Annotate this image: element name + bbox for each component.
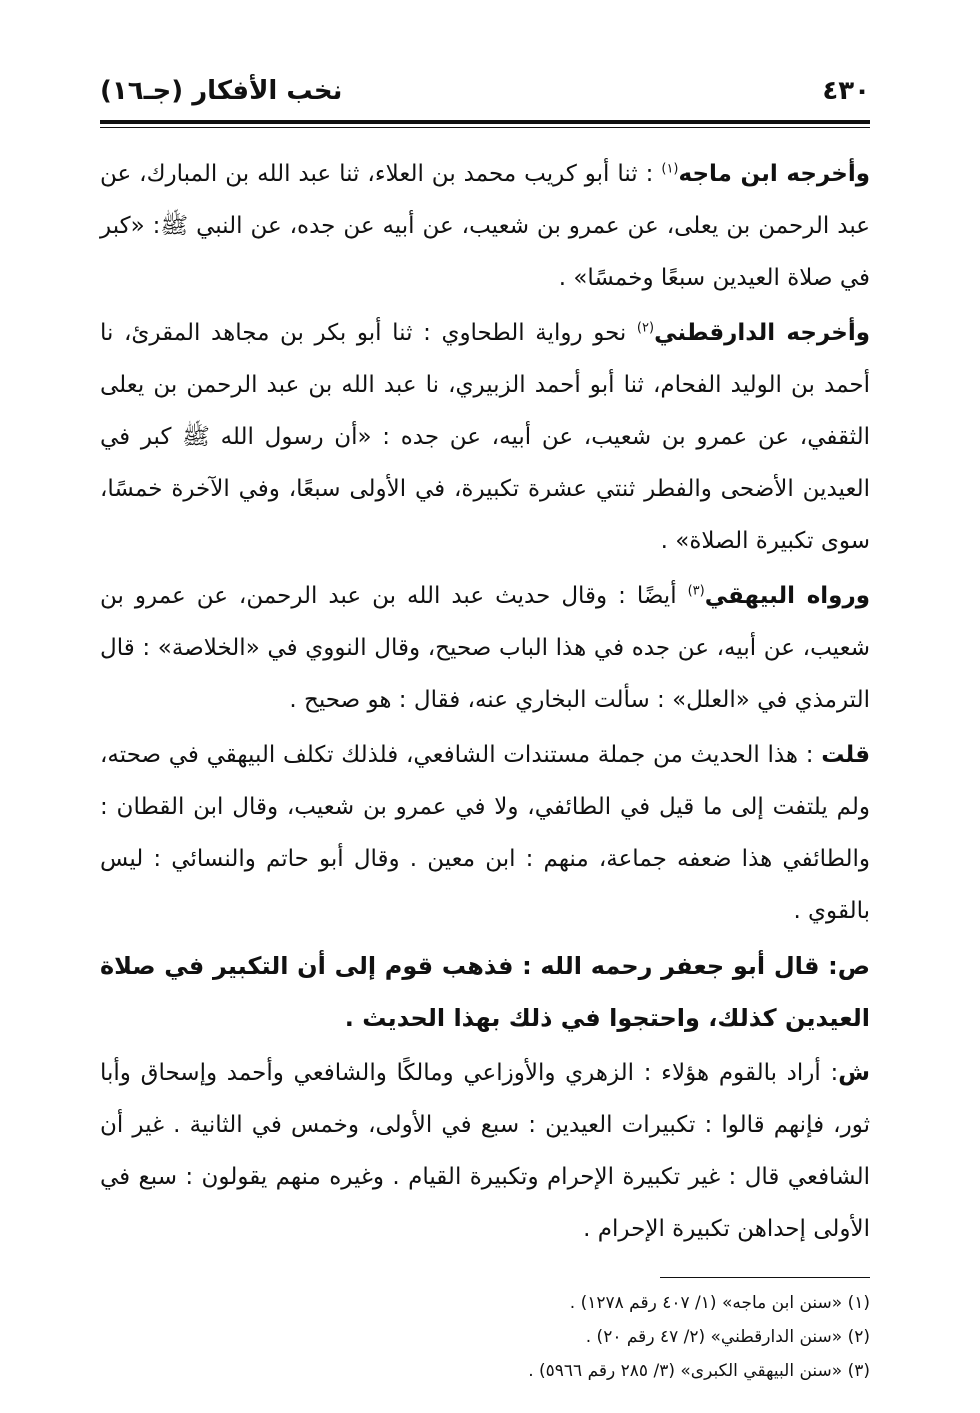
- paragraph-lead: ش: [838, 1060, 870, 1086]
- paragraph-daraqutni: [100, 307, 870, 567]
- footnote-ref: (١): [661, 161, 679, 177]
- footnote: (٣) «سنن البيهقي الكبرى» (٣/ ٢٨٥ رقم ٥٩٦٦) .: [528, 1361, 870, 1381]
- running-header: [100, 70, 870, 112]
- paragraph-text: : هذا الحديث من جملة مستندات الشافعي، فلذلك تكلف البيهقي في صحته، ولم يلتفت إلى ما قيل في الطائفي، ولا في عمرو بن شعيب، وقال ابن القطان : والطائفي هذا ضعفه جماعة، منهم : ابن معين . وقال أبو حاتم والنسائي : ليس بالقوي .: [100, 742, 870, 924]
- book-page: [100, 70, 870, 1388]
- footnote-ref: (٢): [636, 320, 655, 336]
- paragraph-ibn-majah: [100, 148, 870, 304]
- book-title: نخب الأفكار (جـ١٦): [100, 76, 343, 106]
- footnote-separator: [660, 1277, 870, 1278]
- footnotes: [100, 1286, 870, 1388]
- paragraph-text: : قال أبو جعفر رحمه الله : فذهب قوم إلى أن التكبير في صلاة العيدين كذلك، واحتجوا في ذلك بهذا الحديث .: [100, 952, 870, 1032]
- paragraph-lead: قلت: [821, 742, 870, 768]
- paragraph-bayhaqi: [100, 570, 870, 726]
- header-rule-thick: [100, 120, 870, 124]
- paragraph-lead: ورواه البيهقي: [704, 583, 870, 609]
- paragraph-text: أيضًا : وقال حديث عبد الله بن عبد الرحمن، عن عمرو بن شعيب، عن أبيه، عن جده في هذا الباب صحيح، وقال النووي في «الخلاصة» : قال الترمذي في «العلل» : سألت البخاري عنه، فقال : هو صحيح .: [100, 583, 870, 713]
- paragraph-qultu: [100, 729, 870, 937]
- paragraph-lead: وأخرجه ابن ماجه: [678, 161, 870, 187]
- paragraph-matn: [100, 940, 870, 1044]
- paragraph-text: : أراد بالقوم هؤلاء : الزهري والأوزاعي ومالكًا والشافعي وأحمد وإسحاق وأبا ثور، فإنهم قالوا : تكبيرات العيدين : سبع في الأولى، وخمس في الثانية . غير أن الشافعي قال : غير تكبيرة الإحرام وتكبيرة القيام . وغيره منهم يقولون : سبع في الأولى إحداهن تكبيرة الإحرام .: [100, 1060, 870, 1242]
- paragraph-sharh: [100, 1047, 870, 1255]
- header-rule-thin: [100, 127, 870, 128]
- footnote-ref: (٣): [687, 583, 705, 599]
- paragraph-text: نحو رواية الطحاوي : ثنا أبو بكر بن مجاهد المقرئ، نا أحمد بن الوليد الفحام، ثنا أبو أحمد الزبيري، نا عبد الله بن عبد الرحمن بن يعلى الثقفي، عن عمرو بن شعيب، عن أبيه، عن جده : «أن رسول الله ﷺ كبر في العيدين الأضحى والفطر ثنتي عشرة تكبيرة، في الأولى سبعًا، وفي الآخرة خمسًا، سوى تكبيرة الصلاة» .: [100, 320, 870, 554]
- paragraph-lead: ص: [837, 952, 870, 980]
- paragraph-text: : ثنا أبو كريب محمد بن العلاء، ثنا عبد الله بن المبارك، عن عبد الرحمن بن يعلى، عن عمرو بن شعيب، عن أبيه عن جده، عن النبي ﷺ: «كبر في صلاة العيدين سبعًا وخمسًا» .: [100, 161, 870, 291]
- main-text: [100, 148, 870, 1255]
- paragraph-lead: وأخرجه الدارقطني: [654, 320, 870, 346]
- footnote: (٢) «سنن الدارقطني» (٢/ ٤٧ رقم ٢٠) .: [585, 1327, 870, 1347]
- page-number: ٤٣٠: [822, 76, 870, 106]
- footnote: (١) «سنن ابن ماجه» (١/ ٤٠٧ رقم ١٢٧٨) .: [569, 1293, 870, 1313]
